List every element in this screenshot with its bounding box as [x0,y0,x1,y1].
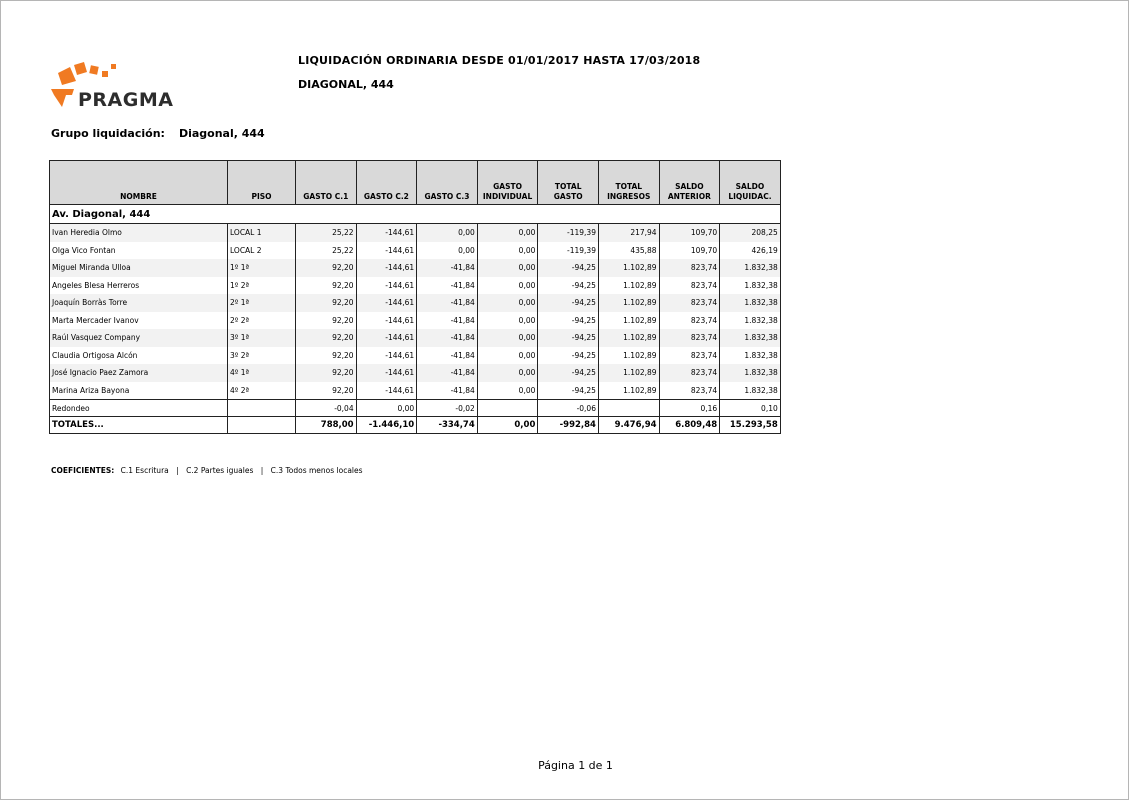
cell-gasto-c2: -144,61 [356,294,417,312]
col-total-ingresos: TOTAL INGRESOS [598,161,659,205]
totales-row [50,417,781,434]
cell-piso [228,400,296,417]
section-row [50,205,781,224]
cell-nombre: Redondeo [50,400,228,417]
cell-total-gasto: -119,39 [538,224,599,242]
cell-total-ingresos [598,400,659,417]
coeficientes-legend [51,466,363,475]
cell-piso [228,417,296,434]
cell-gasto-c3: -41,84 [417,312,478,330]
cell-saldo-liquidac: 426,19 [720,242,781,260]
table-row [50,329,781,347]
cell-saldo-liquidac: 1.832,38 [720,294,781,312]
cell-saldo-liquidac: 208,25 [720,224,781,242]
cell-saldo-anterior: 823,74 [659,382,720,400]
cell-saldo-anterior: 823,74 [659,329,720,347]
cell-nombre: Ivan Heredia Olmo [50,224,228,242]
cell-gasto-individual: 0,00 [477,242,538,260]
coef-separator: | [176,466,179,475]
cell-nombre: Angeles Blesa Herreros [50,277,228,295]
cell-nombre: Joaquín Borràs Torre [50,294,228,312]
cell-gasto-individual [477,400,538,417]
coef-item: C.2 Partes iguales [186,466,254,475]
cell-gasto-individual: 0,00 [477,294,538,312]
table-row [50,224,781,242]
table-row [50,347,781,365]
report-title: LIQUIDACIÓN ORDINARIA DESDE 01/01/2017 HASTA 17/03/2018 [298,54,701,67]
cell-gasto-c1: 92,20 [296,329,357,347]
cell-gasto-c2: -144,61 [356,347,417,365]
coef-item: C.1 Escritura [120,466,169,475]
col-gasto-c3: GASTO C.3 [417,161,478,205]
cell-gasto-c1: 25,22 [296,224,357,242]
cell-gasto-c2: -144,61 [356,364,417,382]
cell-gasto-c2: -1.446,10 [356,417,417,434]
logo-text: PRAGMA [78,89,174,111]
table-row [50,277,781,295]
table-row [50,242,781,260]
cell-nombre: José Ignacio Paez Zamora [50,364,228,382]
cell-total-gasto: -94,25 [538,329,599,347]
cell-total-ingresos: 1.102,89 [598,347,659,365]
cell-gasto-c2: -144,61 [356,277,417,295]
cell-saldo-anterior: 823,74 [659,294,720,312]
cell-piso: 4º 2ª [228,382,296,400]
cell-gasto-c2: -144,61 [356,312,417,330]
cell-saldo-anterior: 823,74 [659,347,720,365]
cell-gasto-c1: -0,04 [296,400,357,417]
group-label: Grupo liquidación: [51,127,165,140]
cell-saldo-liquidac: 1.832,38 [720,382,781,400]
cell-total-ingresos: 435,88 [598,242,659,260]
cell-gasto-c2: -144,61 [356,242,417,260]
cell-total-gasto: -0,06 [538,400,599,417]
group-line [51,127,265,140]
table-row [50,312,781,330]
cell-saldo-anterior: 109,70 [659,242,720,260]
cell-gasto-c3: 0,00 [417,224,478,242]
cell-piso: LOCAL 1 [228,224,296,242]
cell-piso: 3º 1ª [228,329,296,347]
cell-total-ingresos: 1.102,89 [598,329,659,347]
cell-total-gasto: -94,25 [538,382,599,400]
cell-gasto-individual: 0,00 [477,382,538,400]
cell-saldo-anterior: 109,70 [659,224,720,242]
cell-saldo-liquidac: 1.832,38 [720,277,781,295]
cell-gasto-c1: 92,20 [296,312,357,330]
cell-gasto-c1: 92,20 [296,382,357,400]
table-row [50,294,781,312]
page-footer [1,759,1129,772]
cell-gasto-c2: -144,61 [356,259,417,277]
table-row [50,364,781,382]
col-gasto-c2: GASTO C.2 [356,161,417,205]
page-number: Página 1 de 1 [538,759,613,772]
col-nombre: NOMBRE [50,161,228,205]
cell-saldo-anterior: 0,16 [659,400,720,417]
liquidation-table [49,160,781,434]
cell-total-ingresos: 1.102,89 [598,277,659,295]
cell-total-gasto: -94,25 [538,294,599,312]
cell-gasto-c3: -0,02 [417,400,478,417]
cell-gasto-individual: 0,00 [477,312,538,330]
cell-piso: 2º 2ª [228,312,296,330]
cell-piso: 1º 2ª [228,277,296,295]
col-saldo-liquidac: SALDO LIQUIDAC. [720,161,781,205]
cell-gasto-c2: 0,00 [356,400,417,417]
cell-gasto-individual: 0,00 [477,277,538,295]
cell-total-ingresos: 217,94 [598,224,659,242]
cell-saldo-anterior: 823,74 [659,312,720,330]
section-title: Av. Diagonal, 444 [50,205,781,224]
col-piso: PISO [228,161,296,205]
cell-gasto-c3: -41,84 [417,259,478,277]
cell-gasto-individual: 0,00 [477,417,538,434]
cell-nombre: TOTALES... [50,417,228,434]
cell-gasto-c1: 92,20 [296,347,357,365]
cell-gasto-c1: 92,20 [296,259,357,277]
cell-gasto-c3: -41,84 [417,382,478,400]
cell-total-gasto: -94,25 [538,277,599,295]
cell-gasto-c3: -41,84 [417,277,478,295]
cell-nombre: Claudia Ortigosa Alcón [50,347,228,365]
cell-saldo-anterior: 6.809,48 [659,417,720,434]
report-subtitle: DIAGONAL, 444 [298,78,394,91]
cell-total-ingresos: 1.102,89 [598,382,659,400]
cell-gasto-individual: 0,00 [477,259,538,277]
cell-total-ingresos: 9.476,94 [598,417,659,434]
cell-gasto-c2: -144,61 [356,382,417,400]
cell-gasto-c2: -144,61 [356,224,417,242]
coef-separator: | [260,466,264,475]
cell-gasto-individual: 0,00 [477,347,538,365]
cell-total-ingresos: 1.102,89 [598,364,659,382]
table-row [50,259,781,277]
cell-gasto-c2: -144,61 [356,329,417,347]
cell-total-gasto: -94,25 [538,259,599,277]
cell-saldo-anterior: 823,74 [659,259,720,277]
cell-saldo-liquidac: 0,10 [720,400,781,417]
cell-saldo-anterior: 823,74 [659,277,720,295]
col-total-gasto: TOTAL GASTO [538,161,599,205]
cell-piso: 2º 1ª [228,294,296,312]
cell-gasto-c3: -41,84 [417,364,478,382]
cell-nombre: Miguel Miranda Ulloa [50,259,228,277]
cell-nombre: Olga Vico Fontan [50,242,228,260]
cell-saldo-anterior: 823,74 [659,364,720,382]
cell-gasto-c1: 92,20 [296,277,357,295]
coef-label: COEFICIENTES: [51,466,115,475]
cell-gasto-c1: 92,20 [296,294,357,312]
cell-nombre: Raúl Vasquez Company [50,329,228,347]
cell-gasto-c3: -41,84 [417,347,478,365]
cell-total-ingresos: 1.102,89 [598,259,659,277]
cell-gasto-c3: -334,74 [417,417,478,434]
cell-total-gasto: -94,25 [538,347,599,365]
cell-piso: 4º 1ª [228,364,296,382]
cell-total-gasto: -94,25 [538,364,599,382]
cell-gasto-individual: 0,00 [477,224,538,242]
cell-gasto-c3: -41,84 [417,294,478,312]
cell-total-ingresos: 1.102,89 [598,294,659,312]
cell-piso: 1º 1ª [228,259,296,277]
cell-saldo-liquidac: 1.832,38 [720,347,781,365]
table-header [50,161,781,205]
cell-saldo-liquidac: 1.832,38 [720,259,781,277]
cell-saldo-liquidac: 1.832,38 [720,312,781,330]
col-gasto-individual: GASTO INDIVIDUAL [477,161,538,205]
cell-total-gasto: -119,39 [538,242,599,260]
cell-gasto-individual: 0,00 [477,364,538,382]
cell-gasto-c3: 0,00 [417,242,478,260]
cell-gasto-c1: 92,20 [296,364,357,382]
cell-piso: 3º 2ª [228,347,296,365]
cell-nombre: Marina Ariza Bayona [50,382,228,400]
col-saldo-anterior: SALDO ANTERIOR [659,161,720,205]
pragma-logo [48,59,203,113]
coef-item: C.3 Todos menos locales [270,466,363,475]
cell-gasto-c1: 25,22 [296,242,357,260]
cell-saldo-liquidac: 1.832,38 [720,329,781,347]
cell-total-ingresos: 1.102,89 [598,312,659,330]
cell-saldo-liquidac: 15.293,58 [720,417,781,434]
group-value: Diagonal, 444 [178,127,265,140]
cell-gasto-c1: 788,00 [296,417,357,434]
cell-gasto-individual: 0,00 [477,329,538,347]
cell-nombre: Marta Mercader Ivanov [50,312,228,330]
redondeo-row [50,400,781,417]
col-gasto-c1: GASTO C.1 [296,161,357,205]
cell-total-gasto: -94,25 [538,312,599,330]
table-row [50,382,781,400]
cell-piso: LOCAL 2 [228,242,296,260]
cell-saldo-liquidac: 1.832,38 [720,364,781,382]
cell-total-gasto: -992,84 [538,417,599,434]
cell-gasto-c3: -41,84 [417,329,478,347]
